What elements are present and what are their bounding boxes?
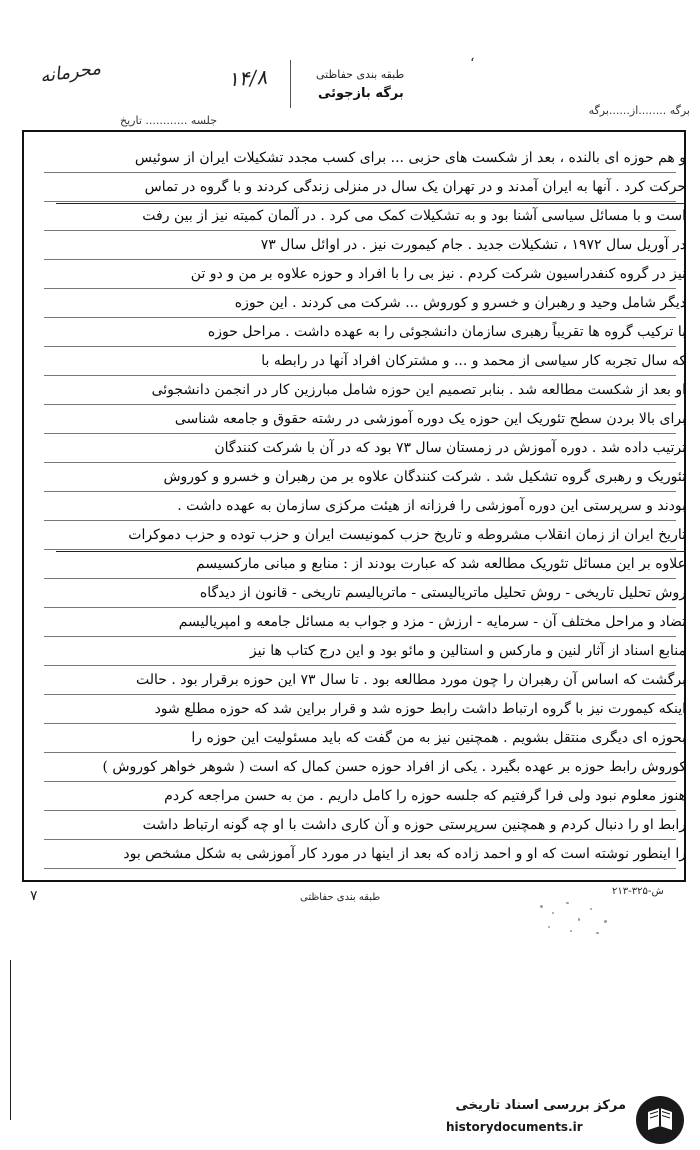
body-line: تضاد و مراحل مختلف آن - سرمایه - ارزش - مزد و جواب به مسائل جامعه و امپریالیسم (178, 614, 686, 630)
body-line: نیز در گروه کنفدراسیون شرکت کردم . نیز بی را با افراد و حوزه علاوه بر من و دو تن (190, 266, 686, 282)
body-line: منابع اسناد از آثار لنین و مارکس و استالین و مائو بود و این درج کتاب ها نیز (249, 643, 686, 659)
header-classification: طبقه بندی حفاظتی (316, 68, 405, 81)
margin-note-top-center: ۱۴/۸ (227, 64, 268, 92)
body-line: رابط او را دنبال کردم و همچنین سرپرستی حوزه و آن کاری داشت با او چه گونه ارتباط داشت (142, 817, 686, 833)
body-line: او بعد از شکست مطالعه شد . بنابر تصمیم این حوزه شامل مبارزین کار در انجمن دانشجوئی (151, 382, 686, 398)
body-line: که سال تجربه کار سیاسی از محمد و ... و مشترکان افراد آنها در رابطه با (261, 353, 686, 369)
body-line: هنوز معلوم نبود ولی فرا گرفتیم که جلسه حوزه را کامل داریم . من به حسن مراجعه کردم (164, 788, 686, 804)
body-line: کوروش رابط حوزه بر عهده بگیرد . یکی از افراد حوزه حسن کمال که است ( شوهر خواهر کوروش ) (102, 759, 686, 775)
body-line: روش تحلیل تاریخی - روش تحلیل ماتریالیستی - ماتریالیسم تاریخی - قانون از دیدگاه (199, 585, 686, 601)
watermark-name: مرکز بررسی اسناد تاریخی (455, 1098, 626, 1113)
scan-edge-line (10, 960, 11, 1120)
body-line: تئوریک و رهبری گروه تشکیل شد . شرکت کنندگان علاوه بر من رهبران و خسرو و کوروش (163, 469, 686, 485)
body-line-underlined: حرکت کرد . آنها به ایران آمدند و در تهران یک سال در منزلی زندگی کردند و با گروه در تماس (56, 171, 686, 204)
body-line: اینکه کیمورت نیز با گروه ارتباط داشت رابط حوزه شد و قرار براین شد که حوزه مطلع شود (154, 701, 686, 717)
watermark-url: historydocuments.ir (446, 1120, 583, 1134)
margin-note-left: محرمانه (38, 57, 103, 88)
footer-document-code: ش-۳۲۵-۲۱۳ (612, 886, 664, 897)
session-date-field: جلسه ............ تاریخ (120, 114, 217, 127)
body-line: بودند و سرپرستی این دوره آموزشی را فرزانه از هیئت مرکزی سازمان به عهده داشت . (177, 498, 686, 514)
header-form-title: برگه بازجوئی (318, 86, 404, 101)
body-line: را اینطور نوشته است که او و احمد زاده که بعد از اینها در مورد کار آموزشی به شکل مشخص بود (123, 846, 686, 862)
body-line: با ترکیب گروه ها تقریباً رهبری سازمان دانشجوئی را به عهده داشت . مراحل حوزه (207, 324, 686, 340)
body-line-underlined: تاریخ ایران از زمان انقلاب مشروطه و تاریخ حزب کمونیست ایران و حزب توده و حزب دموکرات (56, 519, 686, 552)
header-divider (290, 60, 291, 108)
body-line: و هم حوزه ای بالنده ، بعد از شکست های حزبی ... برای کسب مجدد تشکیلات ایران از سوئیس (134, 150, 686, 166)
body-line: دیگر شامل وحید و رهبران و خسرو و کوروش ... شرکت می کردند . این حوزه (234, 295, 686, 311)
book-icon (636, 1096, 684, 1144)
archive-logo-icon (636, 1096, 684, 1144)
body-line: ترتیب داده شد . دوره آموزش در زمستان سال ۷۳ بود که در آن با شرکت کنندگان (214, 440, 686, 456)
body-line: است و با مسائل سیاسی آشنا بود و به تشکیلات کمک می کرد . در آلمان کمیته نیز از بین رفت (142, 208, 686, 224)
margin-note-bottom-left: ۷ (30, 888, 38, 904)
header-mark: ʻ (470, 56, 475, 72)
body-line: بحوزه ای دیگری منتقل بشویم . همچنین نیز به من گفت که باید مسئولیت این حوزه را (191, 730, 686, 746)
footer-classification: طبقه بندی حفاظتی (300, 892, 381, 903)
body-line: علاوه بر این مسائل تئوریک مطالعه شد که عبارت بودند از : منابع و مبانی مارکسیسم (195, 556, 686, 572)
page-count-field: برگه ........از......برگه (588, 104, 690, 117)
body-line: برای بالا بردن سطح تئوریک این حوزه یک دوره آموزشی در رشته حقوق و جامعه شناسی (174, 411, 686, 427)
body-line: برگشت که اساس آن رهبران را چون مورد مطالعه بود . تا سال ۷۳ این حوزه برقرار بود . حالت (135, 672, 686, 688)
body-line: در آوریل سال ۱۹۷۲ ، تشکیلات جدید . جام کیمورت نیز . در اوائل سال ۷۳ (260, 237, 686, 253)
